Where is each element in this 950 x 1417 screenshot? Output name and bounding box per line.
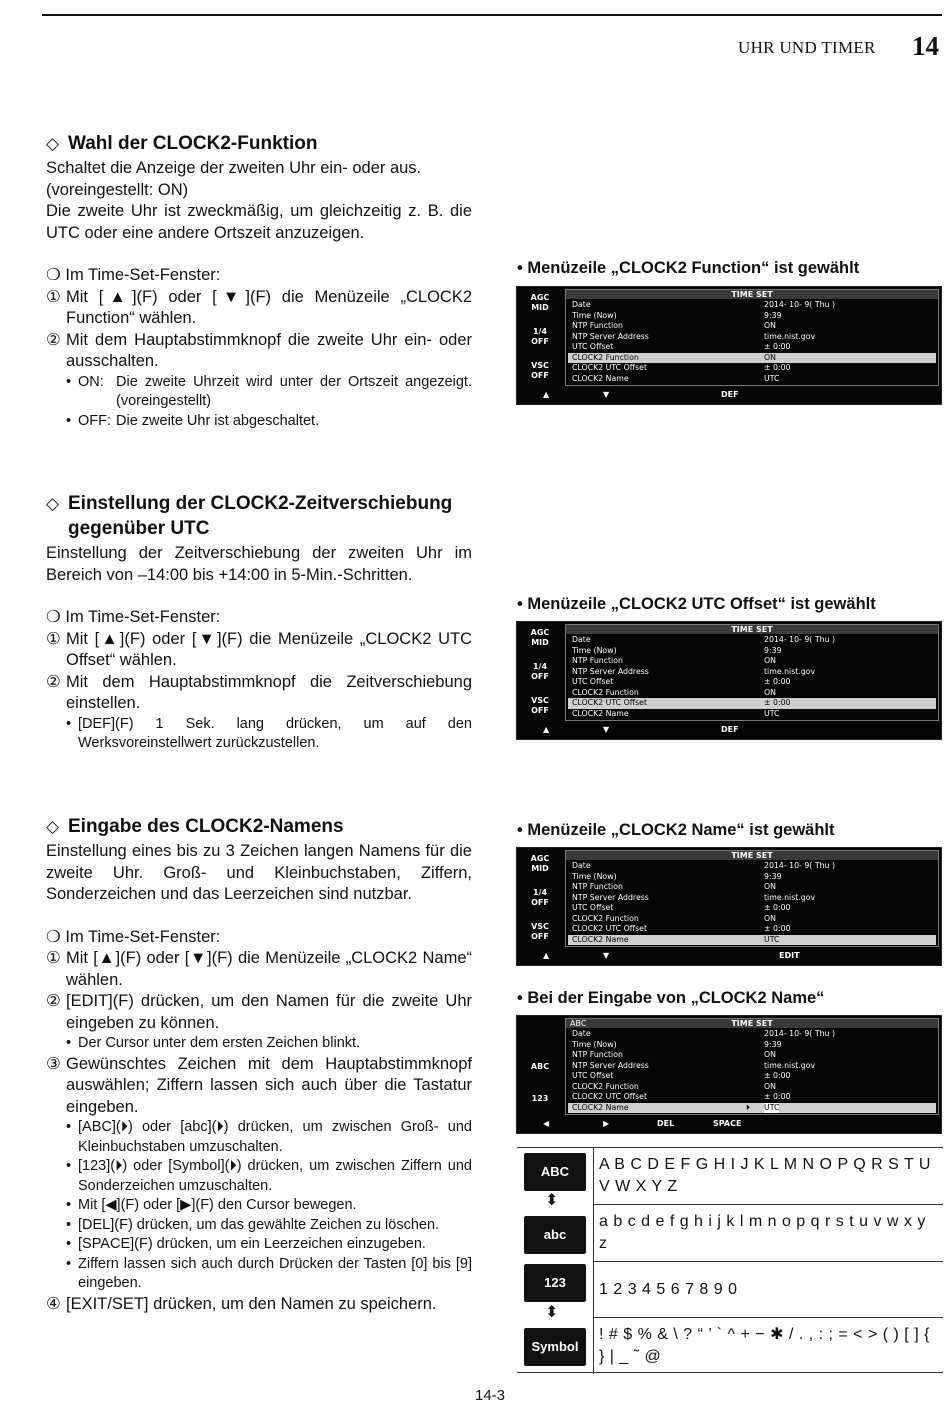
- function-key-bar: [517, 721, 941, 739]
- bullet: • [ABC](⏵) oder [abc](⏵) drücken, um zwischen Groß- und Kleinbuchstaben umzuschalten.: [66, 1119, 472, 1155]
- left-key: ◀: [543, 1119, 550, 1128]
- panel-title: TIME SET: [566, 1019, 938, 1028]
- switch-arrow-icon: ⬍: [545, 1192, 559, 1209]
- menu-row: CLOCK2 Function ON: [572, 913, 776, 923]
- menu-row: NTP Server Address time.nist.gov: [572, 331, 816, 341]
- symbol-button: Symbol: [524, 1328, 586, 1366]
- menu-row: CLOCK2 UTC Offset ± 0:00: [572, 363, 791, 372]
- agc-key: AGC MID: [530, 628, 550, 647]
- menu-row: Date 2014- 10- 9( Thu ): [572, 1029, 835, 1038]
- step: ② Mit dem Hauptabstimmknopf die Zeitverschiebung einstellen.: [46, 672, 472, 712]
- step: ③ Gewünschtes Zeichen mit dem Hauptabstimmknopf auswählen; Ziffern lassen sich auch über die Tastatur eingeben.: [46, 1054, 472, 1116]
- up-key: ▲: [543, 725, 550, 734]
- menu-row: UTC Offset ± 0:00: [572, 342, 791, 351]
- menu-row: UTC Offset ± 0:00: [572, 1071, 791, 1080]
- step: ② [EDIT](F) drücken, um den Namen für die zweite Uhr eingeben zu können.: [46, 992, 472, 1032]
- abc-upper-button: ABC: [524, 1153, 586, 1191]
- vsc-key: VSC OFF: [531, 922, 549, 941]
- down-key: ▼: [603, 390, 610, 399]
- abc-lower-button: abc: [524, 1216, 586, 1254]
- bullet: • OFF: Die zweite Uhr ist abgeschaltet.: [66, 412, 320, 429]
- step: ② Mit dem Hauptabstimmknopf die zweite Uhr ein- oder ausschalten.: [46, 330, 472, 370]
- where-label: ❍ Im Time-Set-Fenster:: [46, 927, 221, 946]
- where-label: ❍ Im Time-Set-Fenster:: [46, 608, 221, 626]
- right-key: ▶: [603, 1119, 610, 1128]
- time-set-panel: [565, 1018, 939, 1115]
- step: ① Mit [▲](F) oder [▼](F) die Menüzeile „CLOCK2 Name“ wählen.: [46, 949, 472, 989]
- digit-chars: 1 2 3 4 5 6 7 8 9 0: [593, 1262, 943, 1318]
- space-key: SPACE: [713, 1119, 742, 1128]
- menu-row: Date 2014- 10- 9( Thu ): [572, 300, 835, 309]
- menu-row-selected: CLOCK2 UTC Offset ± 0:00: [568, 698, 936, 709]
- top-rule: [42, 14, 942, 16]
- function-key-bar: [517, 1115, 941, 1133]
- intro: Einstellung eines bis zu 3 Zeichen langen Namens für die zweite Uhr. Groß- und Kleinbuchstaben, Ziffern, Sonderzeichen und das Leerzeichen sind nutzbar.: [46, 842, 472, 903]
- agc-key: AGC MID: [530, 854, 550, 873]
- menu-row: CLOCK2 UTC Offset ± 0:00: [572, 1092, 791, 1101]
- menu-row: NTP Function ON: [572, 321, 776, 330]
- caption: • Menüzeile „CLOCK2 Name“ ist gewählt: [517, 821, 835, 839]
- menu-row: NTP Function ON: [572, 1050, 776, 1059]
- character-set-table: [517, 1147, 943, 1373]
- section-clock2-name: [46, 814, 472, 1315]
- screenshot-clock2-name: [516, 847, 942, 966]
- function-key-bar: [517, 947, 941, 965]
- panel-title: TIME SET: [566, 851, 938, 860]
- panel-title: TIME SET: [566, 625, 938, 634]
- bullet: • ON: Die zweite Uhrzeit wird unter der Ortszeit angezeigt. (voreingestellt): [66, 373, 472, 409]
- caption: • Menüzeile „CLOCK2 UTC Offset“ ist gewählt: [517, 595, 876, 613]
- lowercase-chars: a b c d e f g h i j k l m n o p q r s t u v w x y z: [593, 1205, 943, 1262]
- menu-row: CLOCK2 Name UTC: [572, 373, 780, 383]
- menu-row: CLOCK2 UTC Offset ± 0:00: [572, 924, 791, 933]
- screenshot-clock2-offset: [516, 621, 942, 740]
- section-clock2-function: [46, 131, 472, 431]
- intro-line: Schaltet die Anzeige der zweiten Uhr ein- oder aus.: [46, 159, 422, 177]
- menu-row: Time (Now) 9:39: [572, 1039, 782, 1049]
- section-heading: ◇ Wahl der CLOCK2-Funktion: [46, 133, 318, 154]
- menu-row: Time (Now) 9:39: [572, 871, 782, 881]
- vsc-key: VSC OFF: [531, 361, 549, 380]
- menu-row: NTP Server Address time.nist.gov: [572, 1060, 816, 1070]
- intro: Einstellung der Zeitverschiebung der zweiten Uhr im Bereich von –14:00 bis +14:00 in 5-Min.-Schritten.: [46, 544, 472, 584]
- vsc-key: VSC OFF: [531, 696, 549, 715]
- abc-key: ABC: [530, 1062, 550, 1071]
- menu-row: NTP Function ON: [572, 656, 776, 665]
- diamond-icon: ◇: [46, 134, 60, 153]
- agc-key: AGC MID: [530, 293, 550, 312]
- def-key: DEF: [721, 390, 739, 399]
- intro-line: (voreingestellt: ON): [46, 180, 189, 199]
- symbol-chars: ! # $ % & \ ? “ ’ ` ^ + − ✱ / . , : ; = < > ( ) [ ] { } | _ ˜ @: [599, 1326, 930, 1365]
- diamond-icon: ◇: [46, 494, 60, 513]
- section-heading: ◇ Einstellung der CLOCK2-Zeitverschiebung gegenüber UTC: [46, 493, 453, 539]
- section-clock2-offset: [46, 491, 472, 754]
- up-key: ▲: [543, 951, 550, 960]
- intro-line: Die zweite Uhr ist zweckmäßig, um gleichzeitig z. B. die UTC oder eine andere Ortszeit anzuzeigen.: [46, 202, 472, 242]
- up-key: ▲: [543, 390, 550, 399]
- menu-row: NTP Server Address time.nist.gov: [572, 666, 816, 676]
- menu-row: Time (Now) 9:39: [572, 310, 782, 320]
- menu-row: CLOCK2 Function ON: [572, 687, 776, 697]
- bullet: • [DEL](F) drücken, um das gewählte Zeichen zu löschen.: [66, 1216, 440, 1233]
- down-key: ▼: [603, 951, 610, 960]
- bullet: • Mit [◀](F) oder [▶](F) den Cursor bewegen.: [66, 1197, 357, 1213]
- menu-row-selected: CLOCK2 Name UTC: [568, 935, 936, 946]
- screenshot-name-entry: [516, 1015, 942, 1134]
- down-key: ▼: [603, 725, 610, 734]
- where-label: ❍ Im Time-Set-Fenster:: [46, 266, 221, 284]
- quarter-key: 1/4 OFF: [531, 888, 549, 907]
- quarter-key: 1/4 OFF: [531, 327, 549, 346]
- bullet: • [123](⏵) oder [Symbol](⏵) drücken, um zwischen Ziffern und Sonderzeichen umzuschalten.: [66, 1158, 472, 1194]
- chapter-title: UHR UND TIMER: [738, 38, 876, 57]
- cursor-icon: ⏵: [746, 1102, 750, 1112]
- menu-row: Date 2014- 10- 9( Thu ): [572, 861, 835, 870]
- num-key: 123: [531, 1094, 549, 1103]
- def-key: DEF: [721, 725, 739, 734]
- menu-row: NTP Server Address time.nist.gov: [572, 892, 816, 902]
- menu-row-selected: CLOCK2 Name UTC ⏵: [568, 1103, 936, 1114]
- time-set-panel: [565, 289, 939, 386]
- caption: • Bei der Eingabe von „CLOCK2 Name“: [517, 989, 825, 1007]
- screenshot-clock2-function: [516, 286, 942, 405]
- chapter-number: 14: [912, 31, 939, 61]
- diamond-icon: ◇: [46, 817, 60, 836]
- time-set-panel: [565, 850, 939, 947]
- edit-key: EDIT: [779, 951, 800, 960]
- step: ① Mit [▲](F) oder [▼](F) die Menüzeile „CLOCK2 Function“ wählen.: [46, 287, 472, 327]
- function-key-bar: [517, 386, 941, 404]
- caption: • Menüzeile „CLOCK2 Function“ ist gewählt: [517, 259, 860, 277]
- menu-row: CLOCK2 Function ON: [572, 1081, 776, 1091]
- quarter-key: 1/4 OFF: [531, 662, 549, 681]
- menu-row: Date 2014- 10- 9( Thu ): [572, 635, 835, 644]
- bullet: • Ziffern lassen sich auch durch Drücken der Tasten [0] bis [9] eingeben.: [66, 1255, 472, 1291]
- uppercase-chars: A B C D E F G H I J K L M N O P Q R S T U V W X Y Z: [593, 1148, 943, 1205]
- menu-row: UTC Offset ± 0:00: [572, 903, 791, 912]
- switch-arrow-icon: ⬍: [545, 1304, 559, 1321]
- entry-mode-label: ABC: [570, 1019, 587, 1028]
- menu-row-selected: CLOCK2 Function ON: [568, 353, 936, 364]
- menu-row: NTP Function ON: [572, 882, 776, 891]
- section-heading: ◇ Eingabe des CLOCK2-Namens: [46, 816, 344, 837]
- bullet: • Der Cursor unter dem ersten Zeichen blinkt.: [66, 1035, 361, 1051]
- menu-row: CLOCK2 Name UTC: [572, 708, 780, 718]
- time-set-panel: [565, 624, 939, 721]
- panel-title: TIME SET: [566, 290, 938, 299]
- del-key: DEL: [657, 1119, 675, 1128]
- page-number: 14-3: [475, 1387, 506, 1404]
- bullet: • [SPACE](F) drücken, um ein Leerzeichen einzugeben.: [66, 1236, 426, 1252]
- menu-row: Time (Now) 9:39: [572, 645, 782, 655]
- bullet: • [DEF](F) 1 Sek. lang drücken, um auf den Werksvoreinstellwert zurückzustellen.: [66, 715, 472, 751]
- num-button: 123: [524, 1264, 586, 1302]
- menu-row: UTC Offset ± 0:00: [572, 677, 791, 686]
- step: ④ [EXIT/SET] drücken, um den Namen zu speichern.: [46, 1294, 437, 1313]
- step: ① Mit [▲](F) oder [▼](F) die Menüzeile „CLOCK2 UTC Offset“ wählen.: [46, 629, 472, 669]
